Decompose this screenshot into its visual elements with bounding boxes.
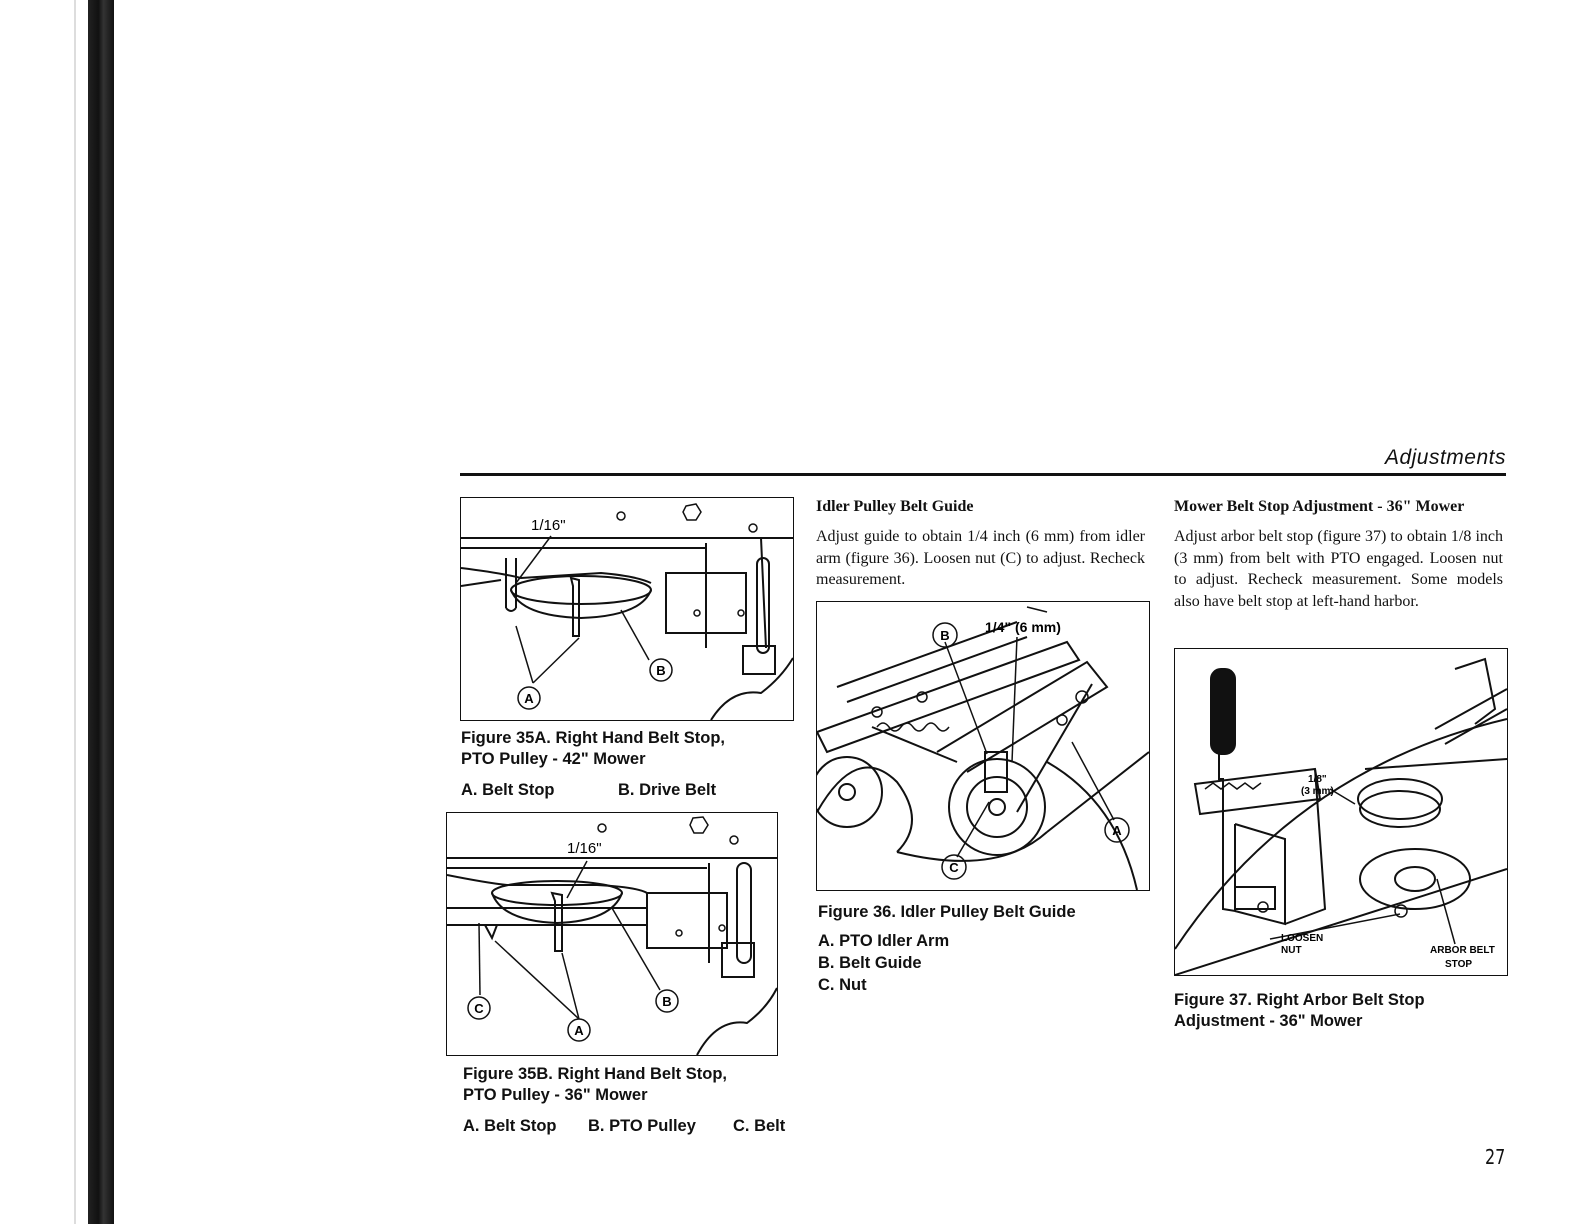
figure-35a-illustration (460, 497, 794, 721)
figure-36-legend-item: A. PTO Idler Arm (818, 932, 950, 950)
figure-35a-caption-line2: PTO Pulley - 42" Mower (461, 750, 646, 768)
header-rule (460, 473, 1506, 476)
section-title: Adjustments (1384, 446, 1506, 469)
figure-35a-measure-label: 1/16" (531, 517, 566, 534)
figure-35b-legend-item: C. Belt (733, 1117, 786, 1135)
figure-36-callout-c: C (949, 860, 959, 875)
page-edge (74, 0, 76, 1224)
mower-section-heading: Mower Belt Stop Adjustment - 36" Mower (1174, 498, 1465, 515)
figure-35a-legend-item: A. Belt Stop (461, 781, 555, 799)
figure-36-caption: Figure 36. Idler Pulley Belt Guide (818, 903, 1076, 921)
figure-36-illustration (816, 601, 1150, 891)
mower-section-body: Adjust arbor belt stop (figure 37) to obtain 1/8 inch (3 mm) from belt with PTO engaged. Loosen nut to adjust. Recheck measurement. Some models also have belt stop at left-hand harbor. (1174, 528, 1503, 610)
figure-37-arbor-label: ARBOR BELT (1430, 945, 1495, 956)
figure-35b-caption (463, 1064, 727, 1106)
figure-35a-callout-b: B (656, 663, 666, 678)
figure-36-legend-item: C. Nut (818, 976, 867, 994)
figure-37-loosen-label: LOOSEN (1281, 933, 1324, 944)
figure-36-legend-item: B. Belt Guide (818, 954, 922, 972)
figure-37-illustration (1174, 648, 1508, 976)
page-number: 27 (1485, 1145, 1506, 1169)
figure-36-callout-a: A (1112, 823, 1122, 838)
figure-37-nut-label: NUT (1281, 945, 1302, 956)
figure-37-stop-label: STOP (1445, 959, 1473, 970)
figure-36-measure-label: 1/4" (6 mm) (985, 619, 1061, 635)
figure-37-measure-label-2: (3 mm) (1301, 786, 1334, 797)
figure-37-caption-line1: Figure 37. Right Arbor Belt Stop (1174, 991, 1425, 1009)
figure-35a-callout-a: A (524, 691, 534, 706)
figure-37-caption-line2: Adjustment - 36" Mower (1174, 1012, 1363, 1030)
figure-37-caption (1174, 990, 1425, 1032)
figure-36-legend (818, 930, 949, 996)
figure-35a-legend-item: B. Drive Belt (618, 781, 717, 799)
figure-35a-legend (461, 779, 716, 801)
binding-strip (88, 0, 114, 1224)
figure-35b-caption-line2: PTO Pulley - 36" Mower (463, 1086, 648, 1104)
idler-section-body: Adjust guide to obtain 1/4 inch (6 mm) from idler arm (figure 36). Loosen nut (C) to adjust. Recheck measurement. (816, 528, 1145, 588)
figure-35b-callout-a: A (574, 1023, 584, 1038)
figure-35b-callout-c: C (474, 1001, 484, 1016)
idler-section-heading: Idler Pulley Belt Guide (816, 498, 974, 515)
figure-35b-measure-label: 1/16" (567, 840, 602, 857)
figure-35b-legend-item: B. PTO Pulley (588, 1117, 696, 1135)
figure-35a-caption-line1: Figure 35A. Right Hand Belt Stop, (461, 729, 726, 747)
figure-35b-caption-line1: Figure 35B. Right Hand Belt Stop, (463, 1065, 728, 1083)
figure-36-callout-b: B (940, 628, 950, 643)
figure-35b-callout-b: B (662, 994, 672, 1009)
figure-37-measure-label-1: 1/8" (1308, 774, 1327, 785)
figure-35b-legend (463, 1115, 785, 1137)
figure-35b-legend-item: A. Belt Stop (463, 1117, 557, 1135)
figure-35a-caption (461, 728, 725, 770)
figure-35b-illustration (446, 812, 778, 1056)
